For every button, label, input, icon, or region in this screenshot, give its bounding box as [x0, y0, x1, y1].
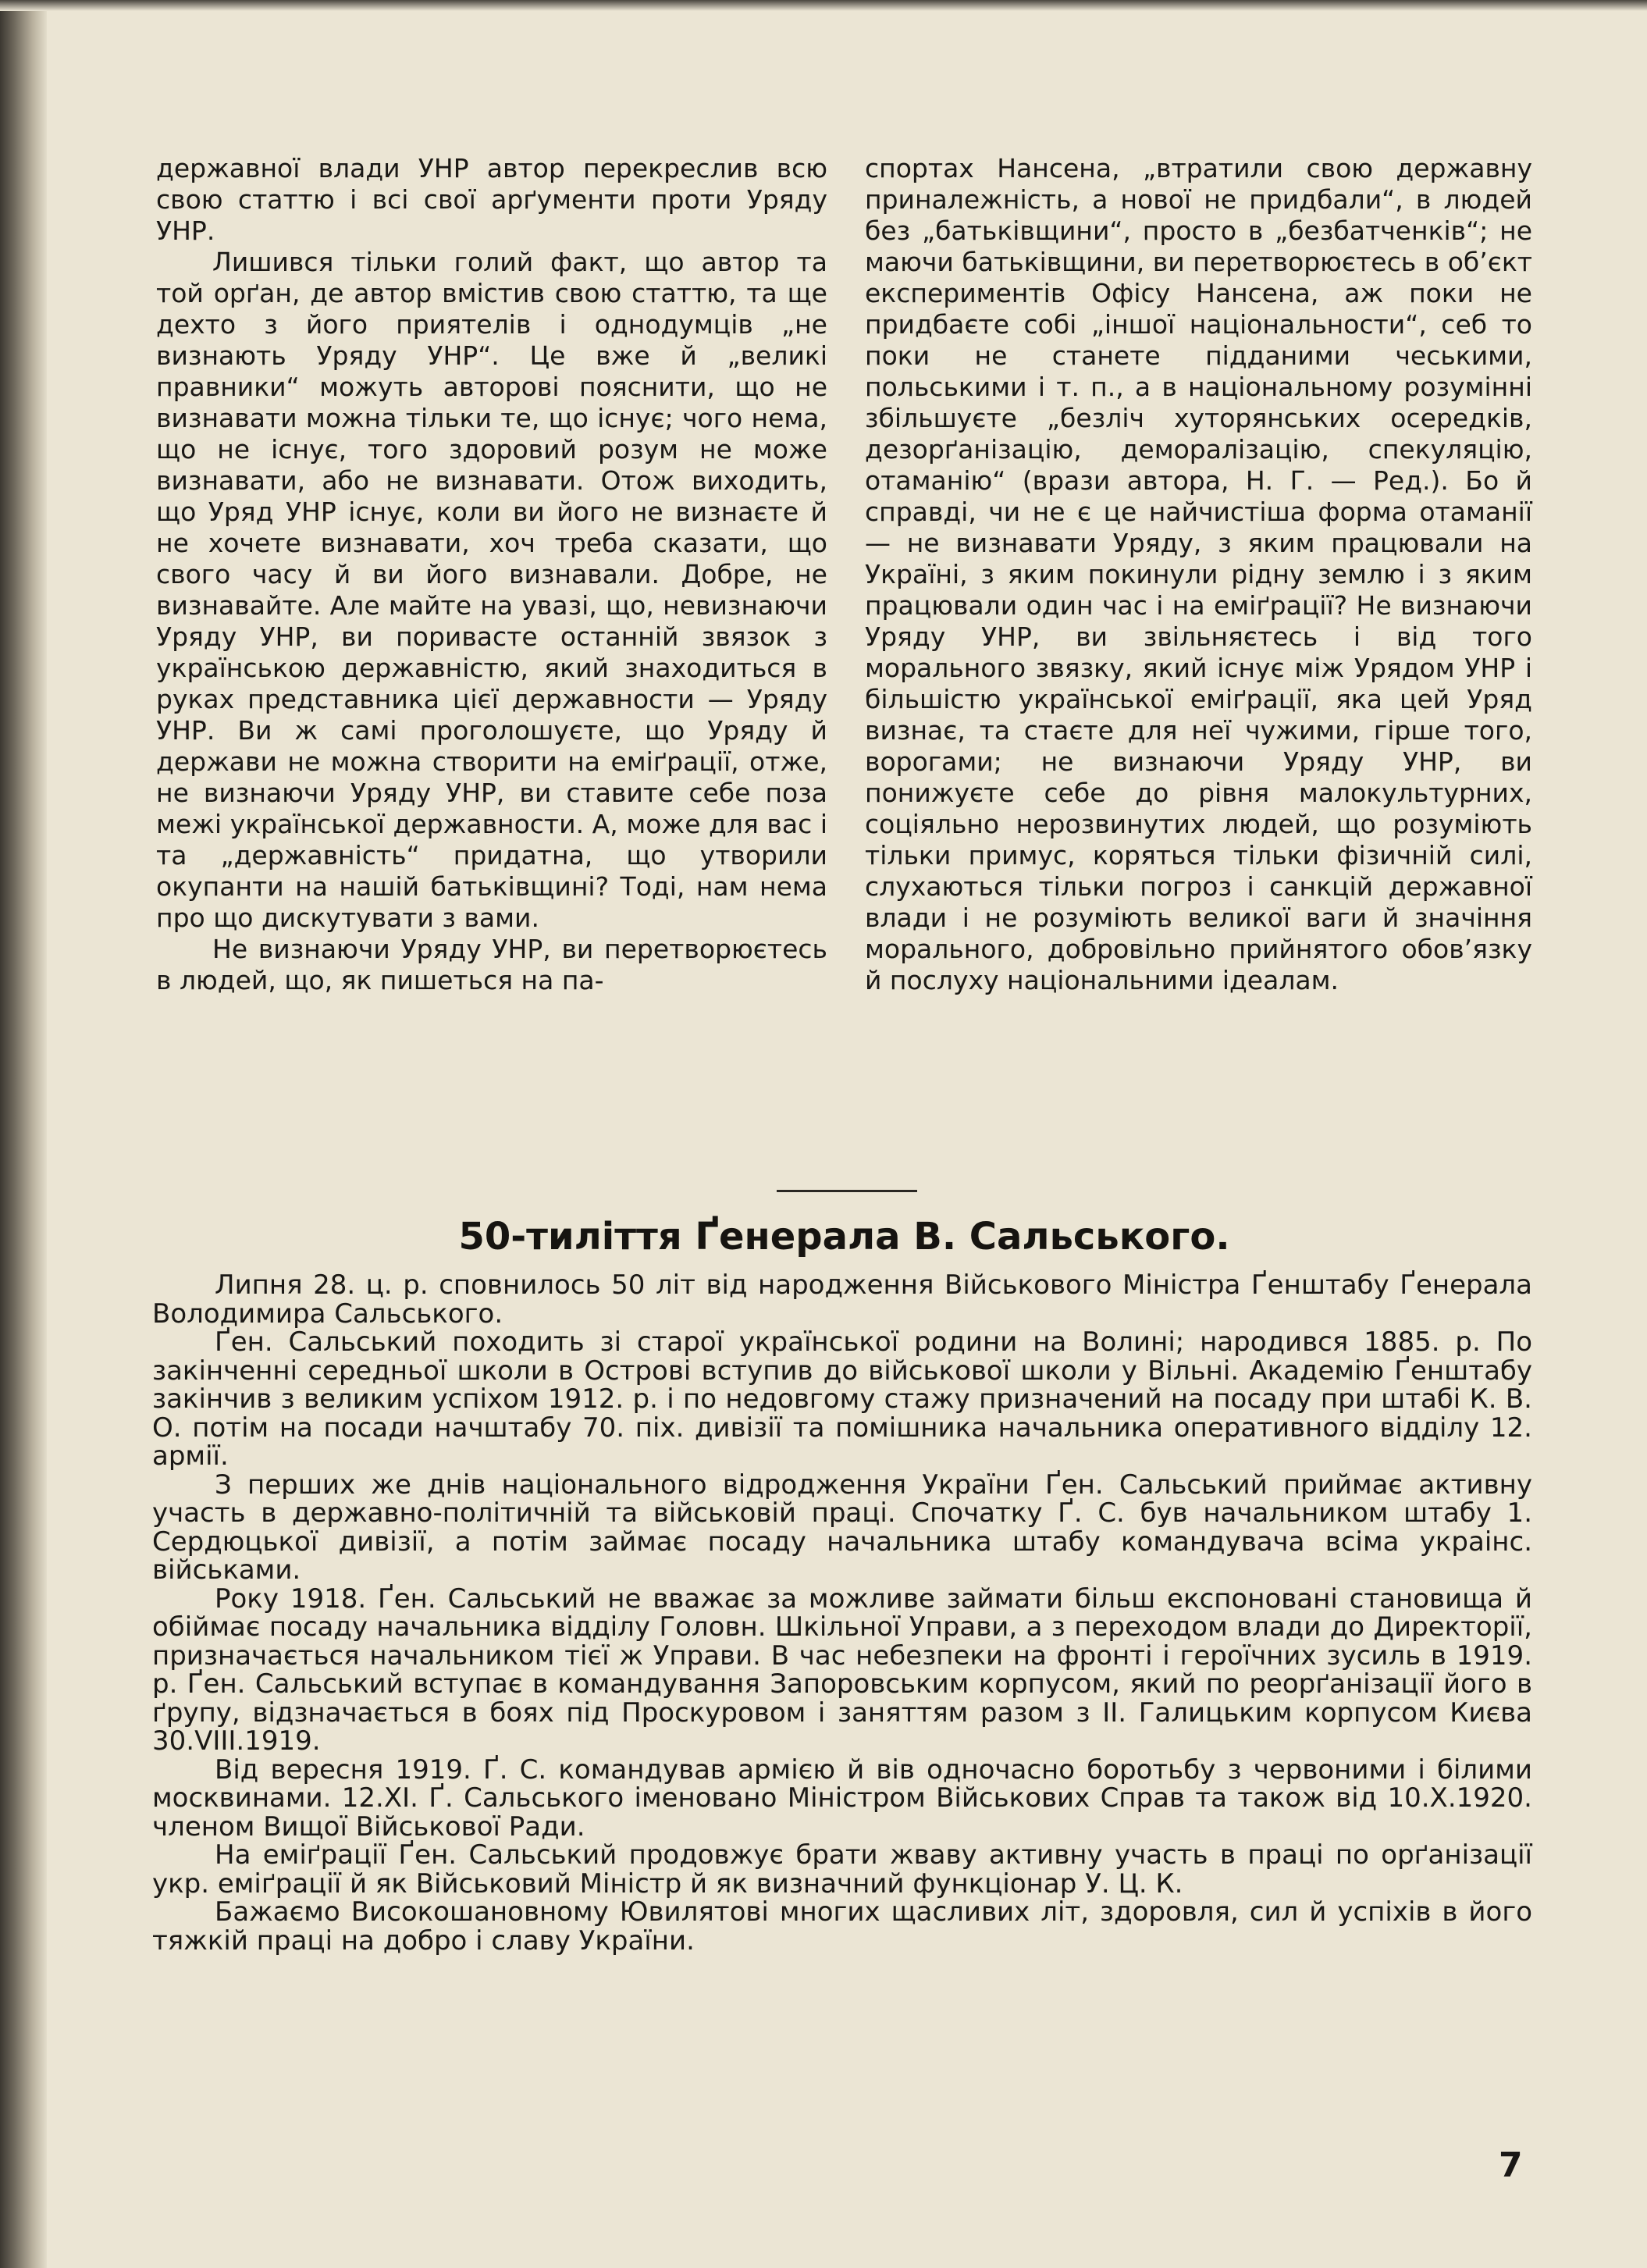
book-spine-shadow: [0, 0, 47, 2268]
section-paragraph: Ґен. Сальський походить зі старої української родини на Волині; народився 1885. р. По закінченні середньої школи в Острові вступив до військової школи у Вільні. Академію Ґенштабу закінчив з великим успіхом 1912. р. і по недовгому стажу призначений на посаду при штабі К. В. О. потім на посади начштабу 70. піх. дивізії та помішника начальника оперативного відділу 12. армії.: [152, 1326, 1532, 1472]
section-paragraph: З перших же днів національного відродження України Ґен. Сальський приймає активну участь в державно-політичній та військовій праці. Спочатку Ґ. С. був начальником штабу 1. Сердюцької дивізії, а потім займає посаду начальника штабу командувача всіма украінс. військами.: [152, 1469, 1532, 1586]
section-paragraph: На еміґрації Ґен. Сальський продовжує брати жваву активну участь в праці по орґанізації укр. еміґрації й як Військовий Міністр й як визначний функціонар У. Ц. К.: [152, 1839, 1532, 1899]
section-body: [152, 1271, 1532, 1955]
page-top-edge: [0, 0, 1647, 11]
section-paragraph: Року 1918. Ґен. Сальський не вважає за можливе займати більш експоновані становища й обіймає посаду начальника відділу Головн. Шкільної Управи, а з переходом влади до Директорії, призначається начальником тієї ж Управи. В час небезпеки на фронті і героїчних зусиль в 1919. р. Ґен. Сальський вступає в командування Запоровським корпусом, який по реорґанізації його в ґрупу, відзначається в боях під Проскуровом і заняттям разом з ІІ. Галицьким корпусом Києва 30.VIII.1919.: [152, 1583, 1532, 1757]
section-paragraph: Липня 28. ц. р. сповнилось 50 літ від народження Військового Міністра Ґенштабу Ґенерала Володимира Сальського.: [152, 1269, 1532, 1330]
section-title: 50-тиліття Ґенерала В. Сальського.: [458, 1215, 1230, 1259]
section-paragraph: Бажаємо Високошановному Ювилятові многих щасливих літ, здоровля, сил й успіхів в його тяжкій праці на добро і славу України.: [152, 1896, 1532, 1956]
article-paragraph: державної влади УНР автор перекреслив всю свою статтю і всі свої арґументи проти Уряду УНР.: [156, 153, 827, 246]
article-right-column: [865, 153, 1532, 996]
article-paragraph: Не визнаючи Уряду УНР, ви перетворюєтесь в людей, що, як пишеться на па-: [156, 934, 827, 995]
article-left-column: [156, 153, 827, 996]
page-number: 7: [1499, 2145, 1523, 2185]
section-paragraph: Від вересня 1919. Ґ. С. командував армією й вів одночасно боротьбу з червоними і білими москвинами. 12.XI. Ґ. Сальського іменовано Міністром Військових Справ та також від 10.X.1920. членом Вищої Військової Ради.: [152, 1754, 1532, 1843]
article-paragraph: спортах Нансена, „втратили свою державну приналежність, а нової не придбали“, в людей без „батьківщини“, просто в „безбатченків“; не маючи батьківщини, ви перетворюєтесь в об’єкт експериментів Офісу Нансена, аж поки не придбаєте собі „іншої національности“, себ то поки не станете підданими чеськими, польськими і т. п., а в національному розумінні збільшуєте „безліч хуторянських осередків, дезорґанізацію, деморалізацію, спекуляцію, отаманію“ (врази автора, Н. Г. — Ред.). Бо й справді, чи не є це найчистіша форма отаманії — не визнавати Уряду, з яким працювали на Україні, з яким покинули рідну землю і з яким працювали один час і на еміґрації? Не визнаючи Уряду УНР, ви звільняєтесь і від того морального звязку, який існує між Урядом УНР і більшістю української еміґрації, яка цей Уряд визнає, та стаєте для неї чужими, гірше того, ворогами; не визнаючи Уряду УНР, ви понижуєте себе до рівня малокультурних, соціяльно нерозвинутих людей, що розуміють тільки примус, коряться тільки фізичній силі, слухаються тільки погроз і санкцій державної влади і не розуміють великої ваги й значіння морального, добровільно прийнятого обов’язку й послуху національними ідеалам.: [865, 153, 1532, 995]
section-divider: [777, 1190, 917, 1192]
article-paragraph: Лишився тільки голий факт, що автор та той орґан, де автор вмістив свою статтю, та ще дехто з його приятелів і однодумців „не визнають Уряду УНР“. Це вже й „великі правники“ можуть авторові пояснити, що не визнавати можна тільки те, що існує; чого нема, що не існує, того здоровий розум не може визнавати, або не визнавати. Отож виходить, що Уряд УНР існує, коли ви його не визнаєте й не хочете визнавати, хоч треба сказати, що свого часу й ви його визнавали. Добре, не визнавайте. Але майте на увазі, що, невизнаючи Уряду УНР, ви поривасте останній звязок з українською державністю, який знаходиться в руках представника цієї державности — Уряду УНР. Ви ж самі проголошуєте, що Уряду й держави не можна створити на еміґрації, отже, не визнаючи Уряду УНР, ви ставите себе поза межі української державности. А, може для вас і та „державність“ придатна, що утворили окупанти на нашій батьківщині? Тоді, нам нема про що дискутувати з вами.: [156, 247, 827, 933]
